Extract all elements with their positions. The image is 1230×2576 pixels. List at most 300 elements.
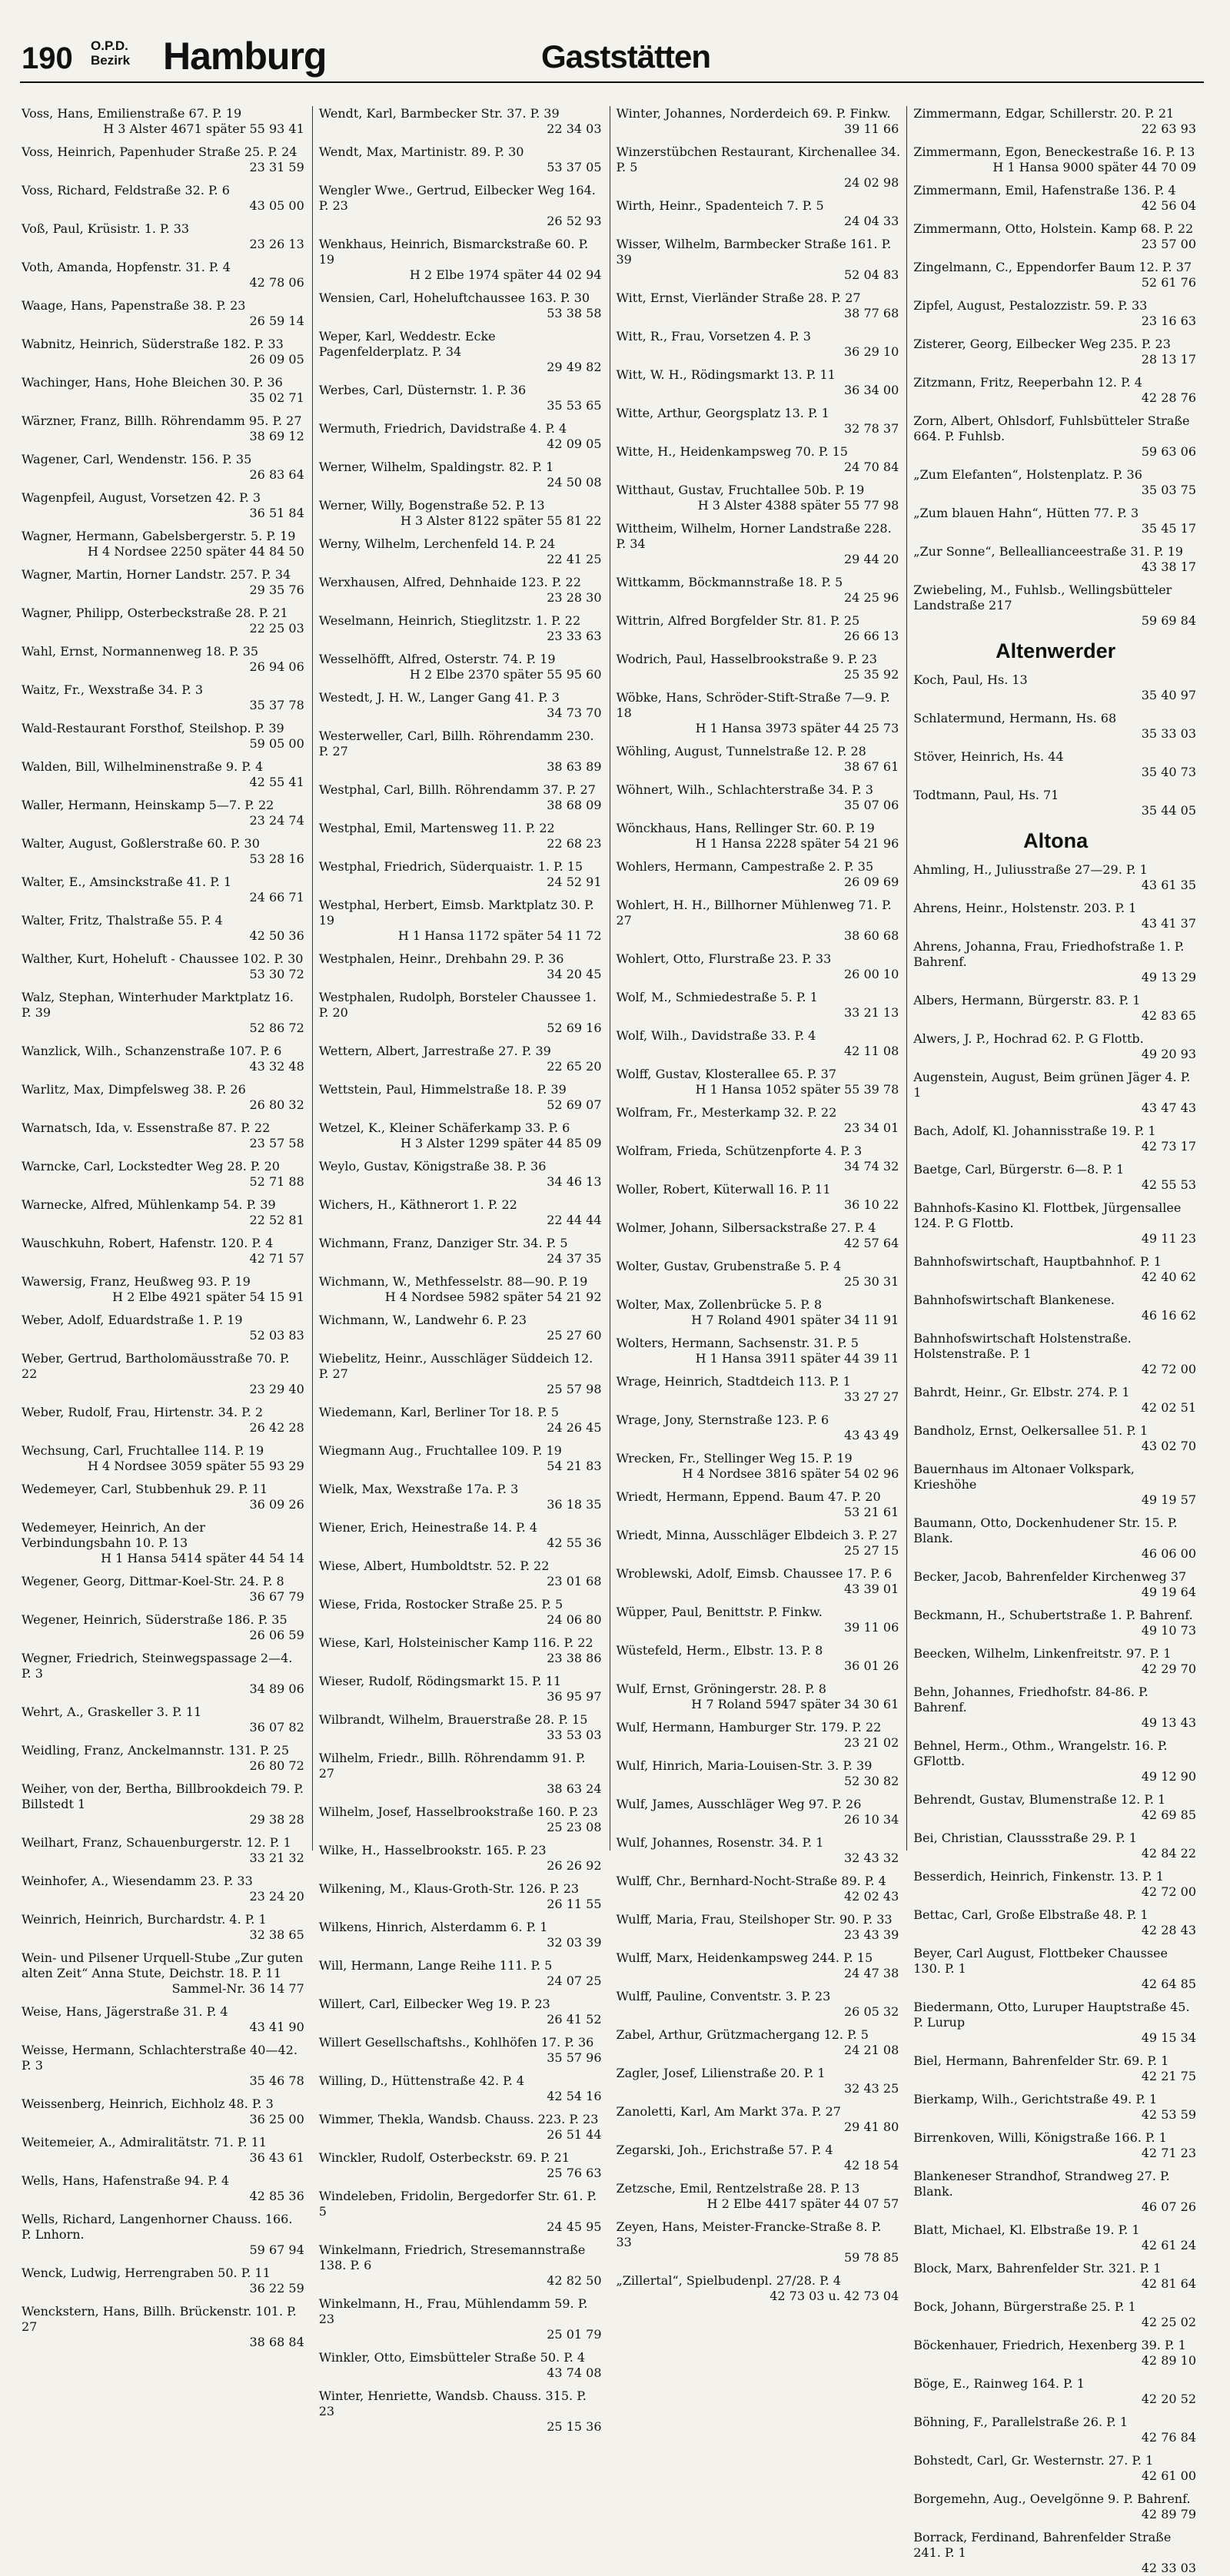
directory-entry — [913, 2092, 1198, 2123]
directory-entry — [319, 1635, 603, 1666]
directory-entry — [913, 749, 1198, 780]
directory-entry — [22, 2135, 306, 2166]
directory-entry — [22, 1120, 306, 1151]
entry-phone: 23 57 58 — [249, 1136, 304, 1150]
entry-name-address: Wohlert, Otto, Flurstraße 23. P. 33 — [616, 951, 832, 966]
directory-entry — [913, 788, 1198, 818]
directory-entry — [617, 2104, 901, 2135]
entry-name-address: Weise, Hans, Jägerstraße 31. P. 4 — [22, 2004, 228, 2019]
entry-name-address: Wagenpfeil, August, Vorsetzen 42. P. 3 — [22, 490, 261, 505]
entry-phone: 42 55 53 — [1141, 1177, 1196, 1192]
entry-phone: 35 37 78 — [249, 698, 304, 712]
entry-phone: 24 07 25 — [547, 1973, 602, 1988]
entry-phone: 22 41 25 — [547, 552, 602, 566]
entry-name-address: Wettern, Albert, Jarrestraße 27. P. 39 — [318, 1044, 551, 1058]
directory-entry — [319, 1120, 603, 1151]
entry-name-address: Zegarski, Joh., Erichstraße 57. P. 4 — [616, 2143, 833, 2157]
entry-name-address: Alwers, J. P., Hochrad 62. P. G Flottb. — [913, 1031, 1144, 1046]
directory-entry — [913, 1946, 1198, 1992]
entry-name-address: Wermuth, Friedrich, Davidstraße 4. P. 4 — [318, 421, 567, 436]
directory-entry — [913, 2000, 1198, 2046]
entry-phone: 26 10 34 — [844, 1812, 899, 1827]
entry-name-address: Zwiebeling, M., Fuhlsb., Wellingsbütteler Landstraße 217 — [913, 583, 1172, 612]
entry-phone: 35 57 96 — [547, 2050, 602, 2065]
entry-name-address: Wöhnert, Wilh., Schlachterstraße 34. P. 3 — [616, 782, 873, 797]
directory-entry — [617, 613, 901, 644]
section-title: Gaststätten — [541, 38, 711, 75]
entry-phone: 42 76 84 — [1141, 2430, 1196, 2445]
directory-entry — [913, 2376, 1198, 2407]
entry-name-address: Wesselhöfft, Alfred, Osterstr. 74. P. 19 — [318, 652, 556, 666]
directory-entry — [617, 1989, 901, 2020]
entry-phone: 36 18 35 — [547, 1497, 602, 1512]
entry-name-address: Warnatsch, Ida, v. Essenstraße 87. P. 22 — [22, 1120, 271, 1135]
entry-phone: 43 39 01 — [844, 1582, 899, 1596]
entry-name-address: Weidling, Franz, Anckelmannstr. 131. P. 25 — [22, 1743, 290, 1758]
directory-entry — [319, 421, 603, 452]
entry-name-address: Wärzner, Franz, Billh. Röhrendamm 95. P. 27 — [22, 413, 302, 428]
directory-entry — [617, 821, 901, 851]
entry-name-address: Weissenberg, Heinrich, Eichholz 48. P. 3 — [22, 2096, 274, 2111]
entry-name-address: Ahrens, Heinr., Holstenstr. 203. P. 1 — [913, 901, 1137, 915]
entry-phone: 43 41 37 — [1141, 916, 1196, 931]
entry-phone: 36 25 00 — [249, 2112, 304, 2126]
entry-phone: 35 46 78 — [249, 2073, 304, 2088]
directory-entry — [617, 521, 901, 567]
entry-name-address: Todtmann, Paul, Hs. 71 — [913, 788, 1059, 802]
directory-entry — [617, 1144, 901, 1174]
entry-phone: 49 19 64 — [1141, 1585, 1196, 1599]
entry-name-address: Wendt, Max, Martinistr. 89. P. 30 — [318, 144, 524, 159]
directory-entry — [319, 2388, 603, 2435]
directory-entry — [22, 1743, 306, 1774]
entry-name-address: Wolfram, Frieda, Schützenpforte 4. P. 3 — [616, 1144, 863, 1158]
directory-entry — [319, 1804, 603, 1835]
entry-name-address: Wells, Hans, Hafenstraße 94. P. 4 — [22, 2173, 230, 2188]
directory-entry — [617, 2027, 901, 2058]
entry-name-address: Wagener, Carl, Wendenstr. 156. P. 35 — [22, 452, 252, 466]
directory-entry — [319, 1044, 603, 1074]
directory-entry — [22, 682, 306, 713]
directory-entry — [319, 1712, 603, 1743]
directory-entry — [617, 652, 901, 682]
entry-name-address: Walter, Fritz, Thalstraße 55. P. 4 — [22, 913, 223, 928]
entry-phone: 26 05 32 — [844, 2004, 899, 2019]
directory-entry — [319, 1443, 603, 1474]
entry-phone: 32 43 32 — [844, 1851, 899, 1865]
directory-entry — [913, 2415, 1198, 2445]
directory-entry — [617, 951, 901, 982]
entry-phone: 26 06 59 — [249, 1628, 304, 1642]
directory-entry — [617, 1605, 901, 1635]
entry-phone: 42 02 51 — [1141, 1400, 1196, 1415]
entry-phone: H 1 Hansa 1052 später 55 39 78 — [695, 1082, 899, 1097]
entry-phone: H 7 Roland 4901 später 34 11 91 — [691, 1313, 899, 1327]
entry-phone: 35 53 65 — [547, 398, 602, 413]
entry-phone: 42 55 36 — [547, 1535, 602, 1550]
entry-name-address: Voss, Heinrich, Papenhuder Straße 25. P. 24 — [22, 144, 298, 159]
entry-phone: 24 04 33 — [844, 214, 899, 228]
entry-name-address: Wilhelm, Friedr., Billh. Röhrendamm 91. P. 27 — [318, 1751, 586, 1781]
entry-name-address: Waage, Hans, Papenstraße 38. P. 23 — [22, 298, 246, 313]
directory-entry — [913, 862, 1198, 893]
entry-name-address: Behnel, Herm., Othm., Wrangelstr. 16. P. GFlottb. — [913, 1738, 1168, 1768]
entry-name-address: Wulff, Pauline, Conventstr. 3. P. 23 — [616, 1989, 831, 2003]
entry-name-address: Wrecken, Fr., Stellinger Weg 15. P. 19 — [616, 1451, 853, 1466]
entry-name-address: Bahnhofswirtschaft, Hauptbahnhof. P. 1 — [913, 1254, 1162, 1269]
directory-entry — [913, 993, 1198, 1024]
directory-entry — [22, 1443, 306, 1474]
entry-phone: 22 34 03 — [547, 121, 602, 136]
entry-phone: 26 80 72 — [249, 1758, 304, 1773]
entry-name-address: Westerweller, Carl, Billh. Röhrendamm 230. P. 27 — [318, 729, 594, 759]
directory-entry — [617, 1797, 901, 1827]
entry-phone: 42 29 70 — [1141, 1661, 1196, 1676]
entry-phone: 29 35 76 — [249, 583, 304, 597]
entry-name-address: Willert Gesellschaftshs., Kohlhöfen 17. P. 36 — [318, 2035, 594, 2050]
directory-entry — [617, 1835, 901, 1866]
directory-entry — [22, 490, 306, 521]
column-4 — [906, 106, 1204, 2575]
entry-phone: H 7 Roland 5947 später 34 30 61 — [691, 1697, 899, 1711]
entry-phone: 35 40 97 — [1141, 688, 1196, 702]
entry-name-address: Warnecke, Alfred, Mühlenkamp 54. P. 39 — [22, 1197, 276, 1212]
entry-phone: 42 73 03 u. 42 73 04 — [770, 2289, 899, 2303]
entry-phone: 43 74 08 — [547, 2365, 602, 2380]
entry-phone: 22 65 20 — [547, 1059, 602, 1074]
directory-entry — [913, 2453, 1198, 2484]
directory-entry — [22, 2004, 306, 2035]
directory-entry — [319, 536, 603, 567]
directory-entry — [319, 2350, 603, 2381]
entry-name-address: Woller, Robert, Küterwall 16. P. 11 — [616, 1182, 831, 1197]
entry-name-address: Winkler, Otto, Eimsbütteler Straße 50. P. 4 — [318, 2350, 586, 2365]
entry-phone: 34 20 45 — [547, 967, 602, 981]
directory-entry — [617, 1720, 901, 1751]
entry-name-address: Wulf, Hermann, Hamburger Str. 179. P. 22 — [616, 1720, 882, 1734]
entry-phone: 53 38 58 — [547, 306, 602, 320]
directory-entry — [22, 452, 306, 483]
entry-phone: 36 43 61 — [249, 2150, 304, 2165]
entry-phone: 59 05 00 — [249, 736, 304, 751]
entry-name-address: Weinrich, Heinrich, Burchardstr. 4. P. 1 — [22, 1912, 267, 1927]
directory-entry — [22, 1705, 306, 1735]
directory-entry — [22, 529, 306, 559]
directory-entry — [913, 2130, 1198, 2161]
entry-phone: 42 50 36 — [249, 928, 304, 943]
directory-entry — [319, 498, 603, 529]
directory-entry — [22, 337, 306, 367]
directory-entry — [913, 2338, 1198, 2369]
entry-name-address: Warlitz, Max, Dimpfelsweg 38. P. 26 — [22, 1082, 246, 1097]
entry-name-address: Borrack, Ferdinand, Bahrenfelder Straße 241. P. 1 — [913, 2530, 1172, 2560]
directory-entry — [617, 1528, 901, 1559]
directory-entry — [22, 1781, 306, 1827]
entry-phone: 26 94 06 — [249, 659, 304, 674]
entry-phone: 36 95 97 — [547, 1689, 602, 1704]
entry-name-address: Winter, Henriette, Wandsb. Chauss. 315. P. 23 — [318, 2388, 587, 2418]
directory-entry — [617, 1182, 901, 1213]
entry-phone: 42 73 17 — [1141, 1139, 1196, 1154]
district-label — [91, 38, 130, 68]
entry-name-address: Wettstein, Paul, Himmelstraße 18. P. 39 — [318, 1082, 567, 1097]
entry-name-address: Beckmann, H., Schubertstraße 1. P. Bahrenf. — [913, 1608, 1193, 1622]
entry-phone: 42 57 64 — [844, 1236, 899, 1250]
entry-name-address: Wald-Restaurant Forsthof, Steilshop. P. 39 — [22, 721, 284, 735]
directory-entry — [617, 1412, 901, 1443]
entry-phone: 33 53 03 — [547, 1728, 602, 1742]
directory-entry — [22, 1159, 306, 1190]
entry-name-address: Wahl, Ernst, Normannenweg 18. P. 35 — [22, 644, 259, 659]
entry-phone: 23 29 40 — [249, 1382, 304, 1396]
entry-name-address: Zimmermann, Egon, Beneckestraße 16. P. 13 — [913, 144, 1195, 159]
directory-entry — [319, 237, 603, 283]
entry-phone: 22 44 44 — [547, 1213, 602, 1227]
entry-phone: 35 03 75 — [1141, 483, 1196, 497]
entry-phone: H 3 Alster 4388 später 55 77 98 — [697, 498, 899, 513]
entry-name-address: Wegener, Georg, Dittmar-Koel-Str. 24. P. 8 — [22, 1574, 284, 1588]
entry-phone: 32 03 39 — [547, 1935, 602, 1950]
entry-phone: 24 52 91 — [547, 875, 602, 889]
directory-entry — [319, 1920, 603, 1950]
directory-entry — [22, 2096, 306, 2127]
entry-name-address: Wolff, Gustav, Klosterallee 65. P. 37 — [616, 1067, 836, 1081]
entry-phone: 23 34 01 — [844, 1120, 899, 1135]
directory-entry — [22, 298, 306, 329]
entry-phone: 42 11 08 — [844, 1044, 899, 1058]
entry-phone: 25 76 63 — [547, 2166, 602, 2180]
entry-phone: H 1 Hansa 3911 später 44 39 11 — [695, 1351, 899, 1366]
directory-entry — [319, 652, 603, 682]
directory-entry — [22, 1874, 306, 1904]
entry-name-address: Böge, E., Rainweg 164. P. 1 — [913, 2376, 1085, 2391]
city-title: Hamburg — [163, 35, 327, 78]
subsection-heading: Altenwerder — [996, 639, 1116, 662]
entry-name-address: Wrage, Heinrich, Stadtdeich 113. P. 1 — [616, 1374, 851, 1389]
subsection-heading: Altona — [1023, 829, 1089, 852]
entry-name-address: Wawersig, Franz, Heußweg 93. P. 19 — [22, 1274, 251, 1289]
entry-phone: 38 77 68 — [844, 306, 899, 320]
entry-name-address: Behn, Johannes, Friedhofstr. 84-86. P. Bahrenf. — [913, 1685, 1149, 1715]
directory-entry — [319, 2296, 603, 2342]
entry-phone: H 1 Hansa 5414 später 44 54 14 — [101, 1551, 304, 1565]
entry-phone: 25 01 79 — [547, 2327, 602, 2342]
entry-phone: 42 53 59 — [1141, 2107, 1196, 2122]
entry-name-address: Wulf, James, Ausschläger Weg 97. P. 26 — [616, 1797, 862, 1811]
entry-phone: 59 63 06 — [1141, 444, 1196, 459]
directory-entry — [22, 606, 306, 636]
directory-entry — [617, 1681, 901, 1712]
entry-name-address: Westphal, Emil, Martensweg 11. P. 22 — [318, 821, 555, 835]
entry-phone: 36 34 00 — [844, 383, 899, 397]
entry-name-address: Voss, Richard, Feldstraße 32. P. 6 — [22, 183, 230, 198]
entry-name-address: Wittrin, Alfred Borgfelder Str. 81. P. 25 — [616, 613, 860, 628]
entry-phone: H 1 Hansa 2228 später 54 21 96 — [695, 836, 899, 851]
directory-entry — [319, 106, 603, 137]
directory-entry — [22, 567, 306, 598]
entry-phone: 25 23 08 — [547, 1820, 602, 1834]
directory-entry — [913, 711, 1198, 742]
entry-phone: 25 27 15 — [844, 1543, 899, 1558]
entry-phone: 35 07 06 — [844, 798, 899, 812]
entry-name-address: Birrenkoven, Willi, Königstraße 166. P. 1 — [913, 2130, 1167, 2145]
directory-entry — [913, 1385, 1198, 1416]
entry-name-address: Winckler, Rudolf, Osterbeckstr. 69. P. 21 — [318, 2150, 570, 2165]
entry-name-address: Wöbke, Hans, Schröder-Stift-Straße 7—9. P. 18 — [616, 690, 890, 720]
entry-name-address: Bierkamp, Wilh., Gerichtstraße 49. P. 1 — [913, 2092, 1158, 2106]
entry-phone: 25 30 31 — [844, 1274, 899, 1289]
directory-entry — [913, 2530, 1198, 2576]
column-3 — [610, 106, 907, 2303]
entry-phone: 25 57 98 — [547, 1382, 602, 1396]
entry-phone: 46 16 62 — [1141, 1308, 1196, 1323]
directory-entry — [617, 483, 901, 513]
entry-phone: 34 73 70 — [547, 705, 602, 720]
entry-name-address: Zisterer, Georg, Eilbecker Weg 235. P. 23 — [913, 337, 1171, 351]
entry-name-address: Baetge, Carl, Bürgerstr. 6—8. P. 1 — [913, 1162, 1125, 1177]
directory-entry — [617, 1758, 901, 1789]
entry-name-address: Witte, H., Heidenkampsweg 70. P. 15 — [616, 444, 848, 459]
entry-phone: 24 66 71 — [249, 890, 304, 905]
directory-entry — [22, 644, 306, 675]
entry-name-address: Wrage, Jony, Sternstraße 123. P. 6 — [616, 1412, 829, 1427]
directory-entry — [22, 413, 306, 444]
directory-entry — [319, 2150, 603, 2181]
entry-name-address: Waller, Hermann, Heinskamp 5—7. P. 22 — [22, 798, 274, 812]
entry-name-address: Walden, Bill, Wilhelminenstraße 9. P. 4 — [22, 759, 264, 774]
directory-entry — [22, 1082, 306, 1113]
entry-name-address: Weinhofer, A., Wiesendamm 23. P. 33 — [22, 1874, 253, 1888]
entry-phone: 42 83 65 — [1141, 1008, 1196, 1023]
entry-phone: 26 80 32 — [249, 1097, 304, 1112]
entry-phone: 26 51 44 — [547, 2127, 602, 2142]
directory-entry — [617, 2066, 901, 2096]
entry-name-address: Zanoletti, Karl, Am Markt 37a. P. 27 — [616, 2104, 841, 2119]
entry-name-address: Walter, August, Goßlerstraße 60. P. 30 — [22, 836, 260, 851]
entry-phone: 43 41 90 — [249, 2020, 304, 2034]
entry-name-address: Wabnitz, Heinrich, Süderstraße 182. P. 33 — [22, 337, 284, 351]
entry-name-address: Böckenhauer, Friedrich, Hexenberg 39. P. 1 — [913, 2338, 1186, 2352]
directory-entry — [22, 2173, 306, 2204]
entry-phone: 42 84 22 — [1141, 1846, 1196, 1861]
entry-phone: 52 61 76 — [1141, 275, 1196, 290]
directory-entry — [617, 237, 901, 283]
directory-entry — [617, 367, 901, 398]
entry-phone: H 2 Elbe 4417 später 44 07 57 — [706, 2196, 899, 2211]
entry-phone: 22 52 81 — [249, 1213, 304, 1227]
entry-phone: 23 26 13 — [249, 237, 304, 251]
directory-entry — [22, 1520, 306, 1566]
entry-name-address: Wiebelitz, Heinr., Ausschläger Süddeich 12. P. 27 — [318, 1351, 593, 1381]
directory-entry — [319, 1674, 603, 1705]
entry-name-address: Wohlers, Hermann, Campestraße 2. P. 35 — [616, 859, 874, 874]
entry-phone: 26 59 14 — [249, 314, 304, 328]
entry-phone: H 1 Hansa 1172 später 54 11 72 — [397, 928, 602, 943]
directory-entry — [617, 1028, 901, 1059]
directory-entry — [913, 1869, 1198, 1900]
entry-phone: 38 68 09 — [547, 798, 602, 812]
entry-name-address: Wisser, Wilhelm, Barmbecker Straße 161. P. 39 — [616, 237, 892, 267]
entry-phone: H 2 Elbe 2370 später 55 95 60 — [409, 667, 602, 682]
directory-entry — [913, 1907, 1198, 1938]
directory-entry — [319, 383, 603, 413]
directory-entry — [22, 1313, 306, 1343]
entry-phone: 26 26 92 — [547, 1858, 602, 1873]
entry-name-address: Voss, Hans, Emilienstraße 67. P. 19 — [22, 106, 242, 121]
entry-phone: 43 02 70 — [1141, 1439, 1196, 1453]
directory-entry — [617, 198, 901, 229]
entry-phone: 23 01 68 — [547, 1574, 602, 1588]
entry-phone: 49 10 73 — [1141, 1623, 1196, 1638]
entry-name-address: Witt, R., Frau, Vorsetzen 4. P. 3 — [616, 329, 811, 344]
entry-name-address: Voß, Paul, Krüsistr. 1. P. 33 — [22, 221, 190, 236]
entry-name-address: Wegener, Heinrich, Süderstraße 186. P. 35 — [22, 1612, 288, 1627]
directory-entry — [913, 506, 1198, 536]
entry-phone: 25 27 60 — [547, 1328, 602, 1343]
directory-entry — [319, 1559, 603, 1589]
entry-name-address: Stöver, Heinrich, Hs. 44 — [913, 749, 1064, 764]
directory-entry — [22, 2212, 306, 2258]
entry-phone: 26 11 55 — [547, 1897, 602, 1911]
entry-phone: H 3 Alster 4671 später 55 93 41 — [103, 121, 304, 136]
entry-name-address: Weitemeier, A., Admiralitätstr. 71. P. 11 — [22, 2135, 267, 2149]
directory-entry — [22, 1950, 306, 1997]
entry-phone: 22 63 93 — [1141, 121, 1196, 136]
directory-entry — [319, 2073, 603, 2104]
entry-name-address: Wichmann, W., Methfesselstr. 88—90. P. 19 — [318, 1274, 588, 1289]
directory-entry — [319, 1843, 603, 1874]
entry-phone: 38 68 84 — [249, 2335, 304, 2349]
entry-name-address: Borgemehn, Aug., Oevelgönne 9. P. Bahrenf. — [913, 2491, 1191, 2506]
entry-name-address: Zeyen, Hans, Meister-Francke-Straße 8. P. 33 — [616, 2219, 882, 2249]
entry-name-address: Böhning, F., Parallelstraße 26. P. 1 — [913, 2415, 1129, 2429]
directory-entry — [913, 2169, 1198, 2215]
entry-name-address: Bahnhofswirtschaft Holstenstraße. Holstenstraße. P. 1 — [913, 1331, 1132, 1361]
entry-phone: 53 37 05 — [547, 160, 602, 174]
entry-phone: 49 15 34 — [1141, 2030, 1196, 2045]
entry-phone: 33 21 13 — [844, 1005, 899, 1020]
entry-name-address: Wedemeyer, Heinrich, An der Verbindungsbahn 10. P. 13 — [22, 1520, 205, 1550]
page-header — [20, 32, 1204, 83]
entry-name-address: Wengler Wwe., Gertrud, Eilbecker Weg 164. P. 23 — [318, 183, 596, 213]
entry-phone: 49 13 29 — [1141, 970, 1196, 984]
entry-name-address: Westphalen, Rudolph, Borsteler Chaussee 1. P. 20 — [318, 990, 597, 1020]
entry-phone: 52 86 72 — [249, 1021, 304, 1035]
entry-name-address: Wönckhaus, Hans, Rellinger Str. 60. P. 19 — [616, 821, 875, 835]
directory-entry — [319, 329, 603, 375]
directory-entry — [617, 990, 901, 1021]
directory-entry — [319, 782, 603, 813]
entry-phone: 23 33 63 — [547, 629, 602, 643]
entry-phone: 53 28 16 — [249, 851, 304, 866]
entry-name-address: Witt, W. H., Rödingsmarkt 13. P. 11 — [616, 367, 836, 382]
directory-entry — [22, 2304, 306, 2350]
directory-entry — [319, 613, 603, 644]
directory-entry — [319, 1082, 603, 1113]
entry-name-address: Wichmann, W., Landwehr 6. P. 23 — [318, 1313, 527, 1327]
entry-name-address: Wielk, Max, Wexstraße 17a. P. 3 — [318, 1482, 519, 1496]
entry-name-address: Wieser, Rudolf, Rödingsmarkt 15. P. 11 — [318, 1674, 562, 1688]
entry-phone: 49 19 57 — [1141, 1492, 1196, 1507]
entry-name-address: Wöhling, August, Tunnelstraße 12. P. 28 — [616, 744, 866, 759]
entry-name-address: Wenck, Ludwig, Herrengraben 50. P. 11 — [22, 2266, 271, 2280]
entry-phone: 25 35 92 — [844, 667, 899, 682]
entry-phone: 36 10 22 — [844, 1197, 899, 1212]
directory-entry — [617, 1220, 901, 1251]
entry-phone: 42 89 79 — [1141, 2507, 1196, 2521]
directory-entry — [913, 1254, 1198, 1285]
directory-entry — [319, 1159, 603, 1190]
